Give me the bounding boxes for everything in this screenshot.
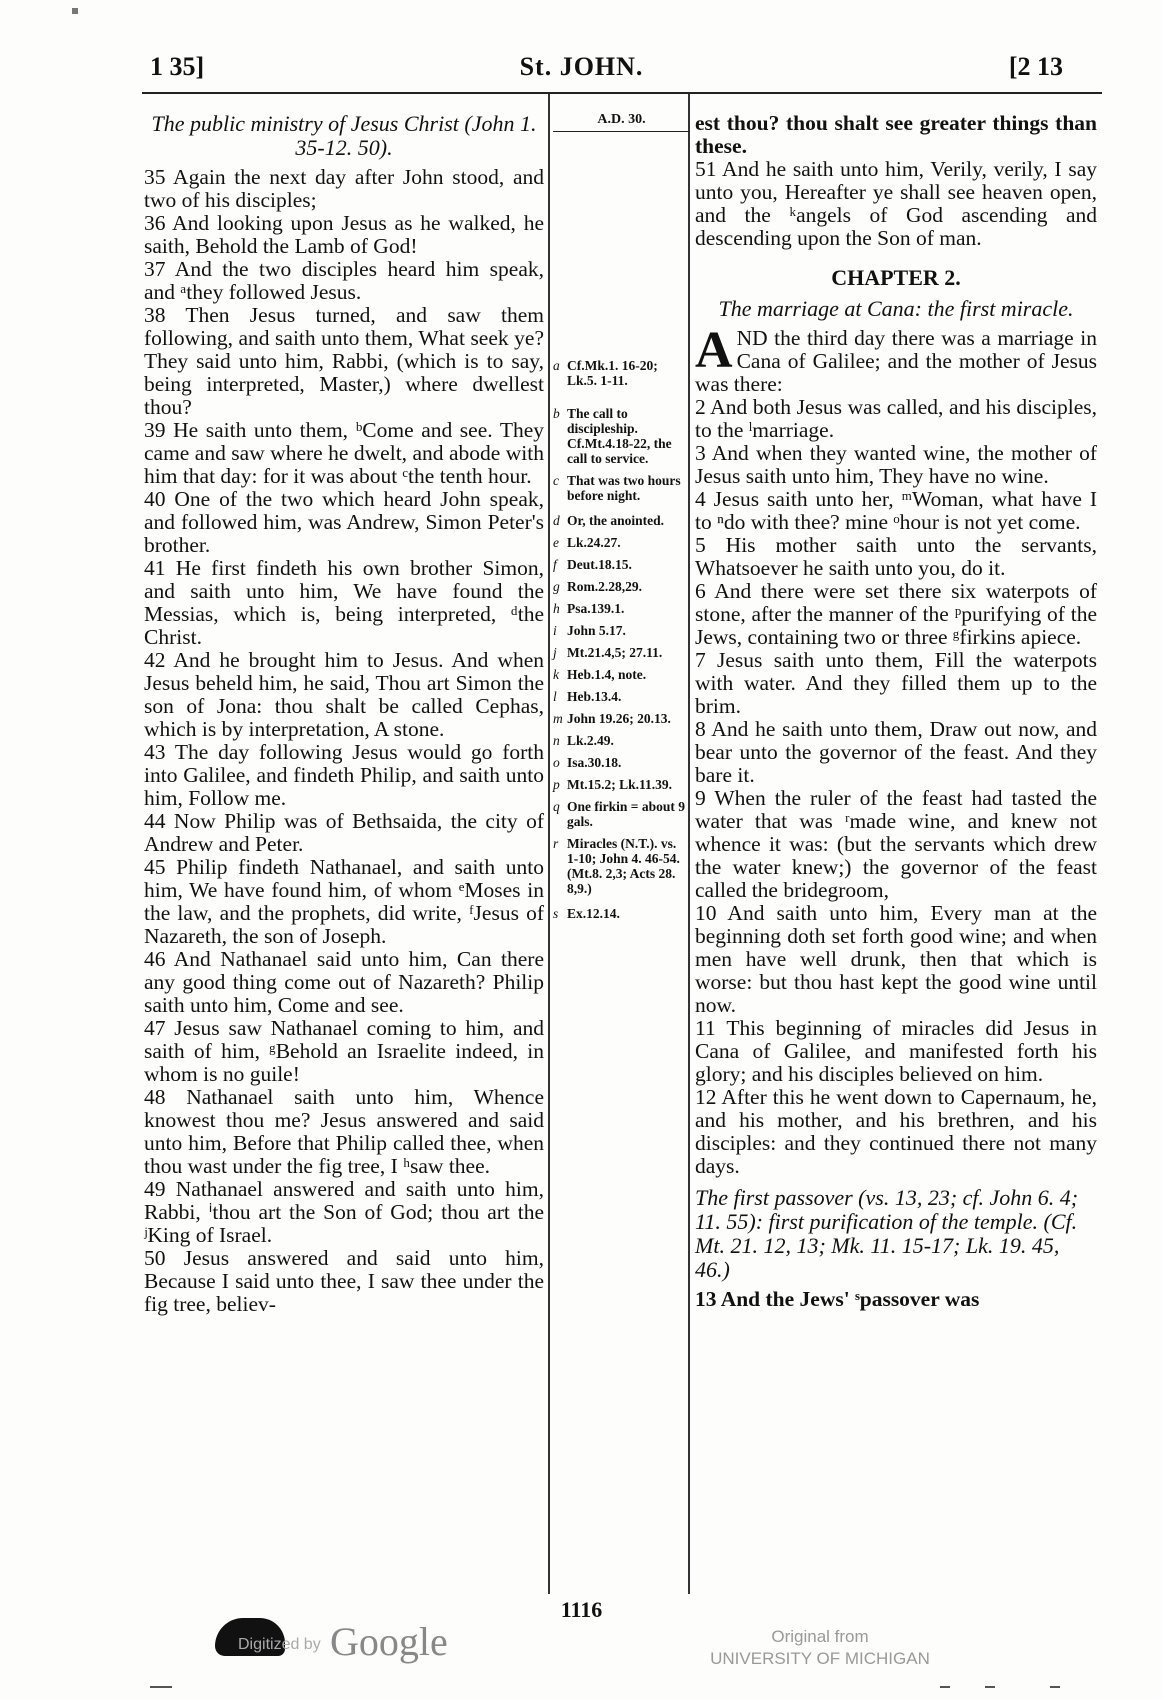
verse: 47 Jesus saw Nathanael coming to him, and saith of him, ᵍBehold an Israelite indeed, in whom is no guile! (144, 1016, 544, 1086)
verse: 3 And when they wanted wine, the mother of Jesus saith unto him, They have no wine. (695, 441, 1097, 488)
verse: 46 And Nathanael said unto him, Can there any good thing come out of Nazareth? Philip saith unto him, Come and see. (144, 947, 544, 1017)
note-letter: m (553, 711, 563, 726)
marginal-note (553, 645, 690, 660)
source-credit-line2: UNIVERSITY OF MICHIGAN (710, 1649, 930, 1668)
verse: 38 Then Jesus turned, and saw them following, and saith unto them, What seek ye? They said unto him, Rabbi, (which is to say, being interpreted, Master,) where dwellest thou? (144, 303, 544, 419)
note-text: Rom.2.28,29. (567, 579, 642, 594)
marginal-notes (553, 358, 690, 921)
header-rule (142, 92, 1102, 94)
verse: 37 And the two disciples heard him speak, and ᵃthey followed Jesus. (144, 257, 544, 304)
verse: 45 Philip findeth Nathanael, and saith unto him, We have found him, of whom ᵉMoses in the law, and the prophets, did write, ᶠJesus of Nazareth, the son of Joseph. (144, 855, 544, 948)
verse: 9 When the ruler of the feast had tasted the water that was ʳmade wine, and knew not whence it was: (but the servants which drew the water knew;) the governor of the feast called the bridegroom, (695, 786, 1097, 902)
source-credit (700, 1626, 940, 1670)
note-letter: e (553, 535, 559, 550)
verse: 41 He first findeth his own brother Simon, and saith unto him, We have found the Messias, which is, being interpreted, ᵈthe Christ. (144, 556, 544, 649)
drop-cap: A (695, 322, 733, 379)
marginal-note (553, 689, 690, 704)
section-heading: The marriage at Cana: the first miracle. (718, 296, 1074, 321)
marginal-note (553, 535, 690, 550)
verse: 50 Jesus answered and said unto him, Because I said unto thee, I saw thee under the fig tree, believ- (144, 1246, 544, 1316)
note-text: Heb.1.4, note. (567, 667, 647, 682)
note-text: Cf.Mk.1. 16-20; Lk.5. 1-11. (567, 358, 658, 388)
verse: 44 Now Philip was of Bethsaida, the city of Andrew and Peter. (144, 809, 544, 856)
marginal-note (553, 623, 690, 638)
note-text: Ex.12.14. (567, 906, 620, 921)
column-divider-left (548, 94, 550, 1594)
note-text: Or, the anointed. (567, 513, 665, 528)
note-letter: g (553, 579, 560, 594)
note-text: Deut.18.15. (567, 557, 632, 572)
verse-text: ND the third day there was a marriage in Cana of Galilee; and the mother of Jesus was there: (695, 326, 1097, 396)
scan-mark (72, 8, 78, 14)
verse: 48 Nathanael saith unto him, Whence knowest thou me? Jesus answered and said unto him, Before that Philip called thee, when thou wast under the fig tree, I ʰsaw thee. (144, 1085, 544, 1178)
source-credit-line1: Original from (771, 1627, 869, 1646)
verse: 43 The day following Jesus would go forth into Galilee, and findeth Philip, and saith unto him, Follow me. (144, 740, 544, 810)
verse: 8 And he saith unto them, Draw out now, and bear unto the governor of the feast. And they bare it. (695, 717, 1097, 787)
marginal-note (553, 557, 690, 572)
note-letter: q (553, 799, 560, 814)
note-text: Lk.2.49. (567, 733, 614, 748)
note-letter: i (553, 623, 557, 638)
marginal-note (553, 667, 690, 682)
verse: 2 And both Jesus was called, and his disciples, to the ˡmarriage. (695, 395, 1097, 442)
marginal-note (553, 777, 690, 792)
note-text: Mt.15.2; Lk.11.39. (567, 777, 673, 792)
note-letter: f (553, 557, 557, 572)
marginal-note (553, 358, 690, 388)
note-letter: o (553, 755, 560, 770)
note-letter: d (553, 513, 560, 528)
marginal-note (553, 711, 690, 726)
digitized-by-label: Digitized by (238, 1636, 321, 1653)
marginal-note (553, 799, 690, 829)
verse: 49 Nathanael answered and saith unto him, Rabbi, ⁱthou art the Son of God; thou art the ʲKing of Israel. (144, 1177, 544, 1247)
marginal-note (553, 836, 690, 896)
verse: 6 And there were set there six waterpots of stone, after the manner of the ᵖpurifying of the Jews, containing two or three ᵍfirkins apiece. (695, 579, 1097, 649)
header-book-title: St. JOHN. (519, 52, 644, 81)
note-letter: s (553, 906, 559, 921)
verse: 36 And looking upon Jesus as he walked, he saith, Behold the Lamb of God! (144, 211, 544, 258)
note-letter: n (553, 733, 560, 748)
scan-mark (150, 1686, 172, 1688)
scan-mark (1050, 1686, 1060, 1688)
note-letter: c (553, 473, 559, 488)
scan-mark (985, 1686, 995, 1688)
date-label: A.D. 30. (553, 112, 690, 132)
marginal-note (553, 601, 690, 616)
verse: 39 He saith unto them, ᵇCome and see. They came and saw where he dwelt, and abode with him that day: for it was about ᶜthe tenth hour. (144, 418, 544, 488)
header-left-ref: 1 35] (150, 52, 205, 81)
section-heading: The public ministry of Jesus Christ (John 1. 35-12. 50). (151, 111, 537, 160)
page-number: 1116 (560, 1597, 603, 1622)
verse: 51 And he saith unto him, Verily, verily, I say unto you, Hereafter ye shall see heaven open, and the ᵏangels of God ascending and descending upon the Son of man. (695, 157, 1097, 250)
note-text: Isa.30.18. (567, 755, 622, 770)
google-logo: Google (330, 1619, 448, 1664)
verse: 4 Jesus saith unto her, ᵐWoman, what have I to ⁿdo with thee? mine ᵒhour is not yet come. (695, 487, 1097, 534)
section-heading: The first passover (vs. 13, 23; cf. John 6. 4; 11. 55): first purification of the temple. (Cf. Mt. 21. 12, 13; Mk. 11. 15-17; Lk. 19. 45, 46.) (695, 1185, 1079, 1282)
note-text: John 5.17. (567, 623, 626, 638)
verse: 42 And he brought him to Jesus. And when Jesus beheld him, he said, Thou art Simon the son of Jona: thou shalt be called Cephas, which is by interpretation, A stone. (144, 648, 544, 741)
note-letter: h (553, 601, 560, 616)
marginal-note (553, 579, 690, 594)
verse: 13 And the Jews' ˢpassover was (695, 1287, 980, 1311)
left-column (144, 112, 544, 1316)
note-text: The call to discipleship. Cf.Mt.4.18-22, the call to service. (567, 406, 672, 466)
verse: 11 This beginning of miracles did Jesus in Cana of Galilee, and manifested forth his glory; and his disciples believed on him. (695, 1016, 1097, 1086)
note-text: John 19.26; 20.13. (567, 711, 671, 726)
note-letter: p (553, 777, 560, 792)
marginal-note (553, 733, 690, 748)
marginal-note (553, 406, 690, 466)
verse: 5 His mother saith unto the servants, Whatsoever he saith unto you, do it. (695, 533, 1097, 580)
note-letter: k (553, 667, 559, 682)
verse (695, 322, 1097, 396)
note-text: One firkin = about 9 gals. (567, 799, 685, 829)
verse: 12 After this he went down to Capernaum, he, and his mother, and his brethren, and his disciples: and they continued there not many days. (695, 1085, 1097, 1178)
verse: 35 Again the next day after John stood, and two of his disciples; (144, 165, 544, 212)
verse: 40 One of the two which heard John speak, and followed him, was Andrew, Simon Peter's brother. (144, 487, 544, 557)
verse: 10 And saith unto him, Every man at the beginning doth set forth good wine; and when men have well drunk, then that which is worse: but thou hast kept the good wine until now. (695, 901, 1097, 1017)
marginal-note (553, 473, 690, 503)
note-letter: l (553, 689, 557, 704)
marginal-note (553, 513, 690, 528)
scan-mark (940, 1686, 950, 1688)
note-text: Psa.139.1. (567, 601, 625, 616)
note-text: Lk.24.27. (567, 535, 621, 550)
notes-column (553, 112, 690, 928)
note-text: That was two hours before night. (567, 473, 681, 503)
note-letter: b (553, 406, 560, 421)
verse: 7 Jesus saith unto them, Fill the waterpots with water. And they filled them up to the brim. (695, 648, 1097, 718)
note-letter: r (553, 836, 559, 851)
chapter-title: CHAPTER 2. (831, 265, 961, 290)
note-text: Heb.13.4. (567, 689, 622, 704)
right-column (695, 112, 1097, 1311)
note-text: Mt.21.4,5; 27.11. (567, 645, 663, 660)
note-letter: j (553, 645, 557, 660)
header-right-ref: [2 13 (1008, 52, 1063, 81)
note-letter: a (553, 358, 560, 373)
note-text: Miracles (N.T.). vs. 1-10; John 4. 46-54. (Mt.8. 2,3; Acts 28. 8,9.) (567, 836, 680, 896)
marginal-note (553, 906, 690, 921)
marginal-note (553, 755, 690, 770)
verse-continuation: est thou? thou shalt see greater things than these. (695, 111, 1097, 158)
